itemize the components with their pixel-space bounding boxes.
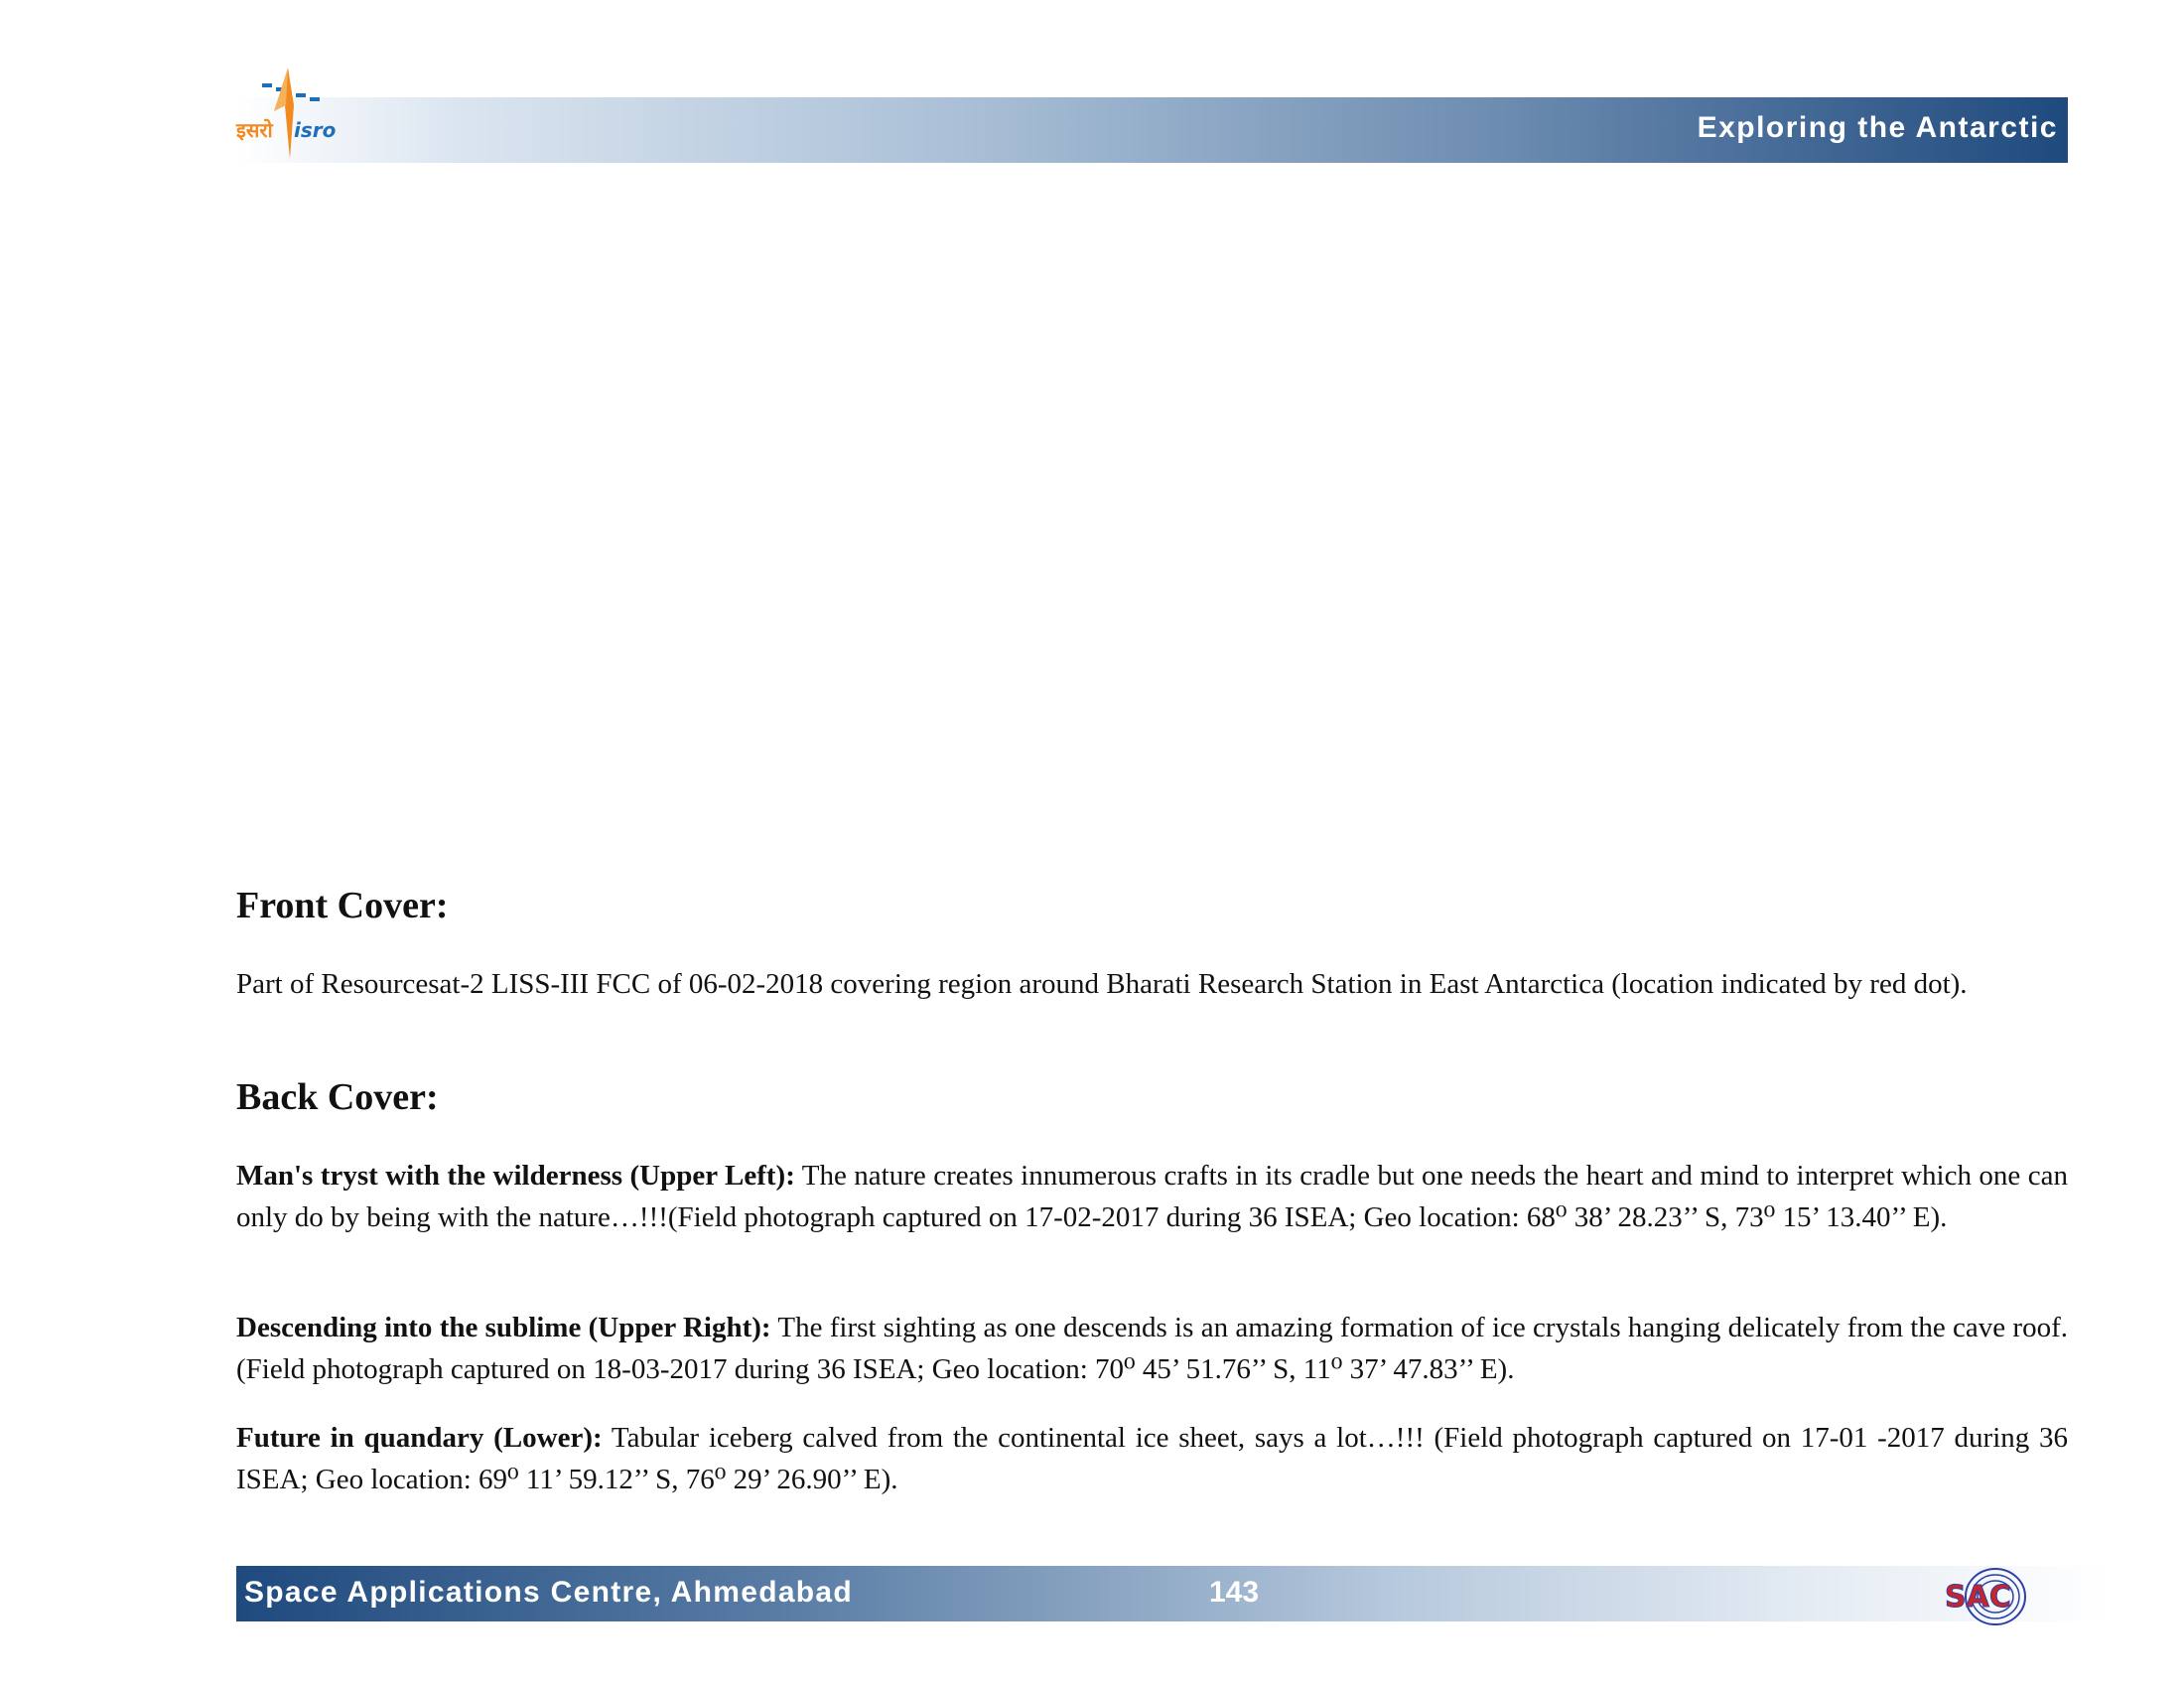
svg-text:इसरो: इसरो [236, 118, 273, 142]
back-cover-section [236, 1075, 2068, 1119]
list-item [236, 1307, 2068, 1390]
svg-text:SAC: SAC [1945, 1580, 2011, 1615]
front-cover-description [236, 963, 2068, 1005]
header-band [236, 97, 2068, 163]
item-text: The first sighting as one descends is an amazing formation of ice crystals hanging delicately from the cave roof. (Field photograph captured on 18-03-2017 during 36 ISEA; Geo location: 70⁰ 45’ 51.76’’ S, 11⁰ 37’ 47.83’’ E). [236, 1312, 2068, 1385]
item-text: Tabular iceberg calved from the continental ice sheet, says a lot…!!! (Field photograph captured on 17-01 -2017 during 36 ISEA; Geo location: 69⁰ 11’ 59.12’’ S, 76⁰ 29’ 26.90’’ E). [236, 1422, 2069, 1495]
list-item [236, 1417, 2068, 1500]
front-cover-text: Part of Resourcesat-2 LISS-III FCC of 06-02-2018 covering region around Bharati Research Station in East Antarctica (location indicated by red dot). [236, 968, 1968, 1000]
item-title: Future in quandary (Lower): [236, 1422, 603, 1454]
sac-logo-icon [1941, 1565, 2050, 1628]
front-cover-section [236, 884, 2068, 927]
back-cover-item-lower [236, 1417, 2068, 1500]
back-cover-item-upper-left [236, 1155, 2068, 1238]
isro-logo-icon [234, 66, 343, 165]
header-title: Exploring the Antarctic [1697, 111, 2058, 144]
front-cover-heading: Front Cover: [236, 885, 449, 926]
page-number: 143 [1209, 1576, 1260, 1609]
svg-text:isro: isro [294, 118, 337, 142]
footer-band [236, 1566, 2108, 1621]
item-title: Descending into the sublime (Upper Right): [236, 1312, 771, 1343]
item-text: The nature creates innumerous crafts in its cradle but one needs the heart and mind to interpret which one can only do by being with the nature…!!!(Field photograph captured on 17-02-2017 during 36 ISEA; Geo location: 68⁰ 38’ 28.23’’ S, 73⁰ 15’ 13.40’’ E). [236, 1160, 2068, 1233]
list-item [236, 1155, 2068, 1238]
back-cover-heading: Back Cover: [236, 1076, 439, 1118]
item-title: Man's tryst with the wilderness (Upper Left): [236, 1160, 795, 1192]
back-cover-item-upper-right [236, 1307, 2068, 1390]
footer-title: Space Applications Centre, Ahmedabad [244, 1576, 854, 1609]
